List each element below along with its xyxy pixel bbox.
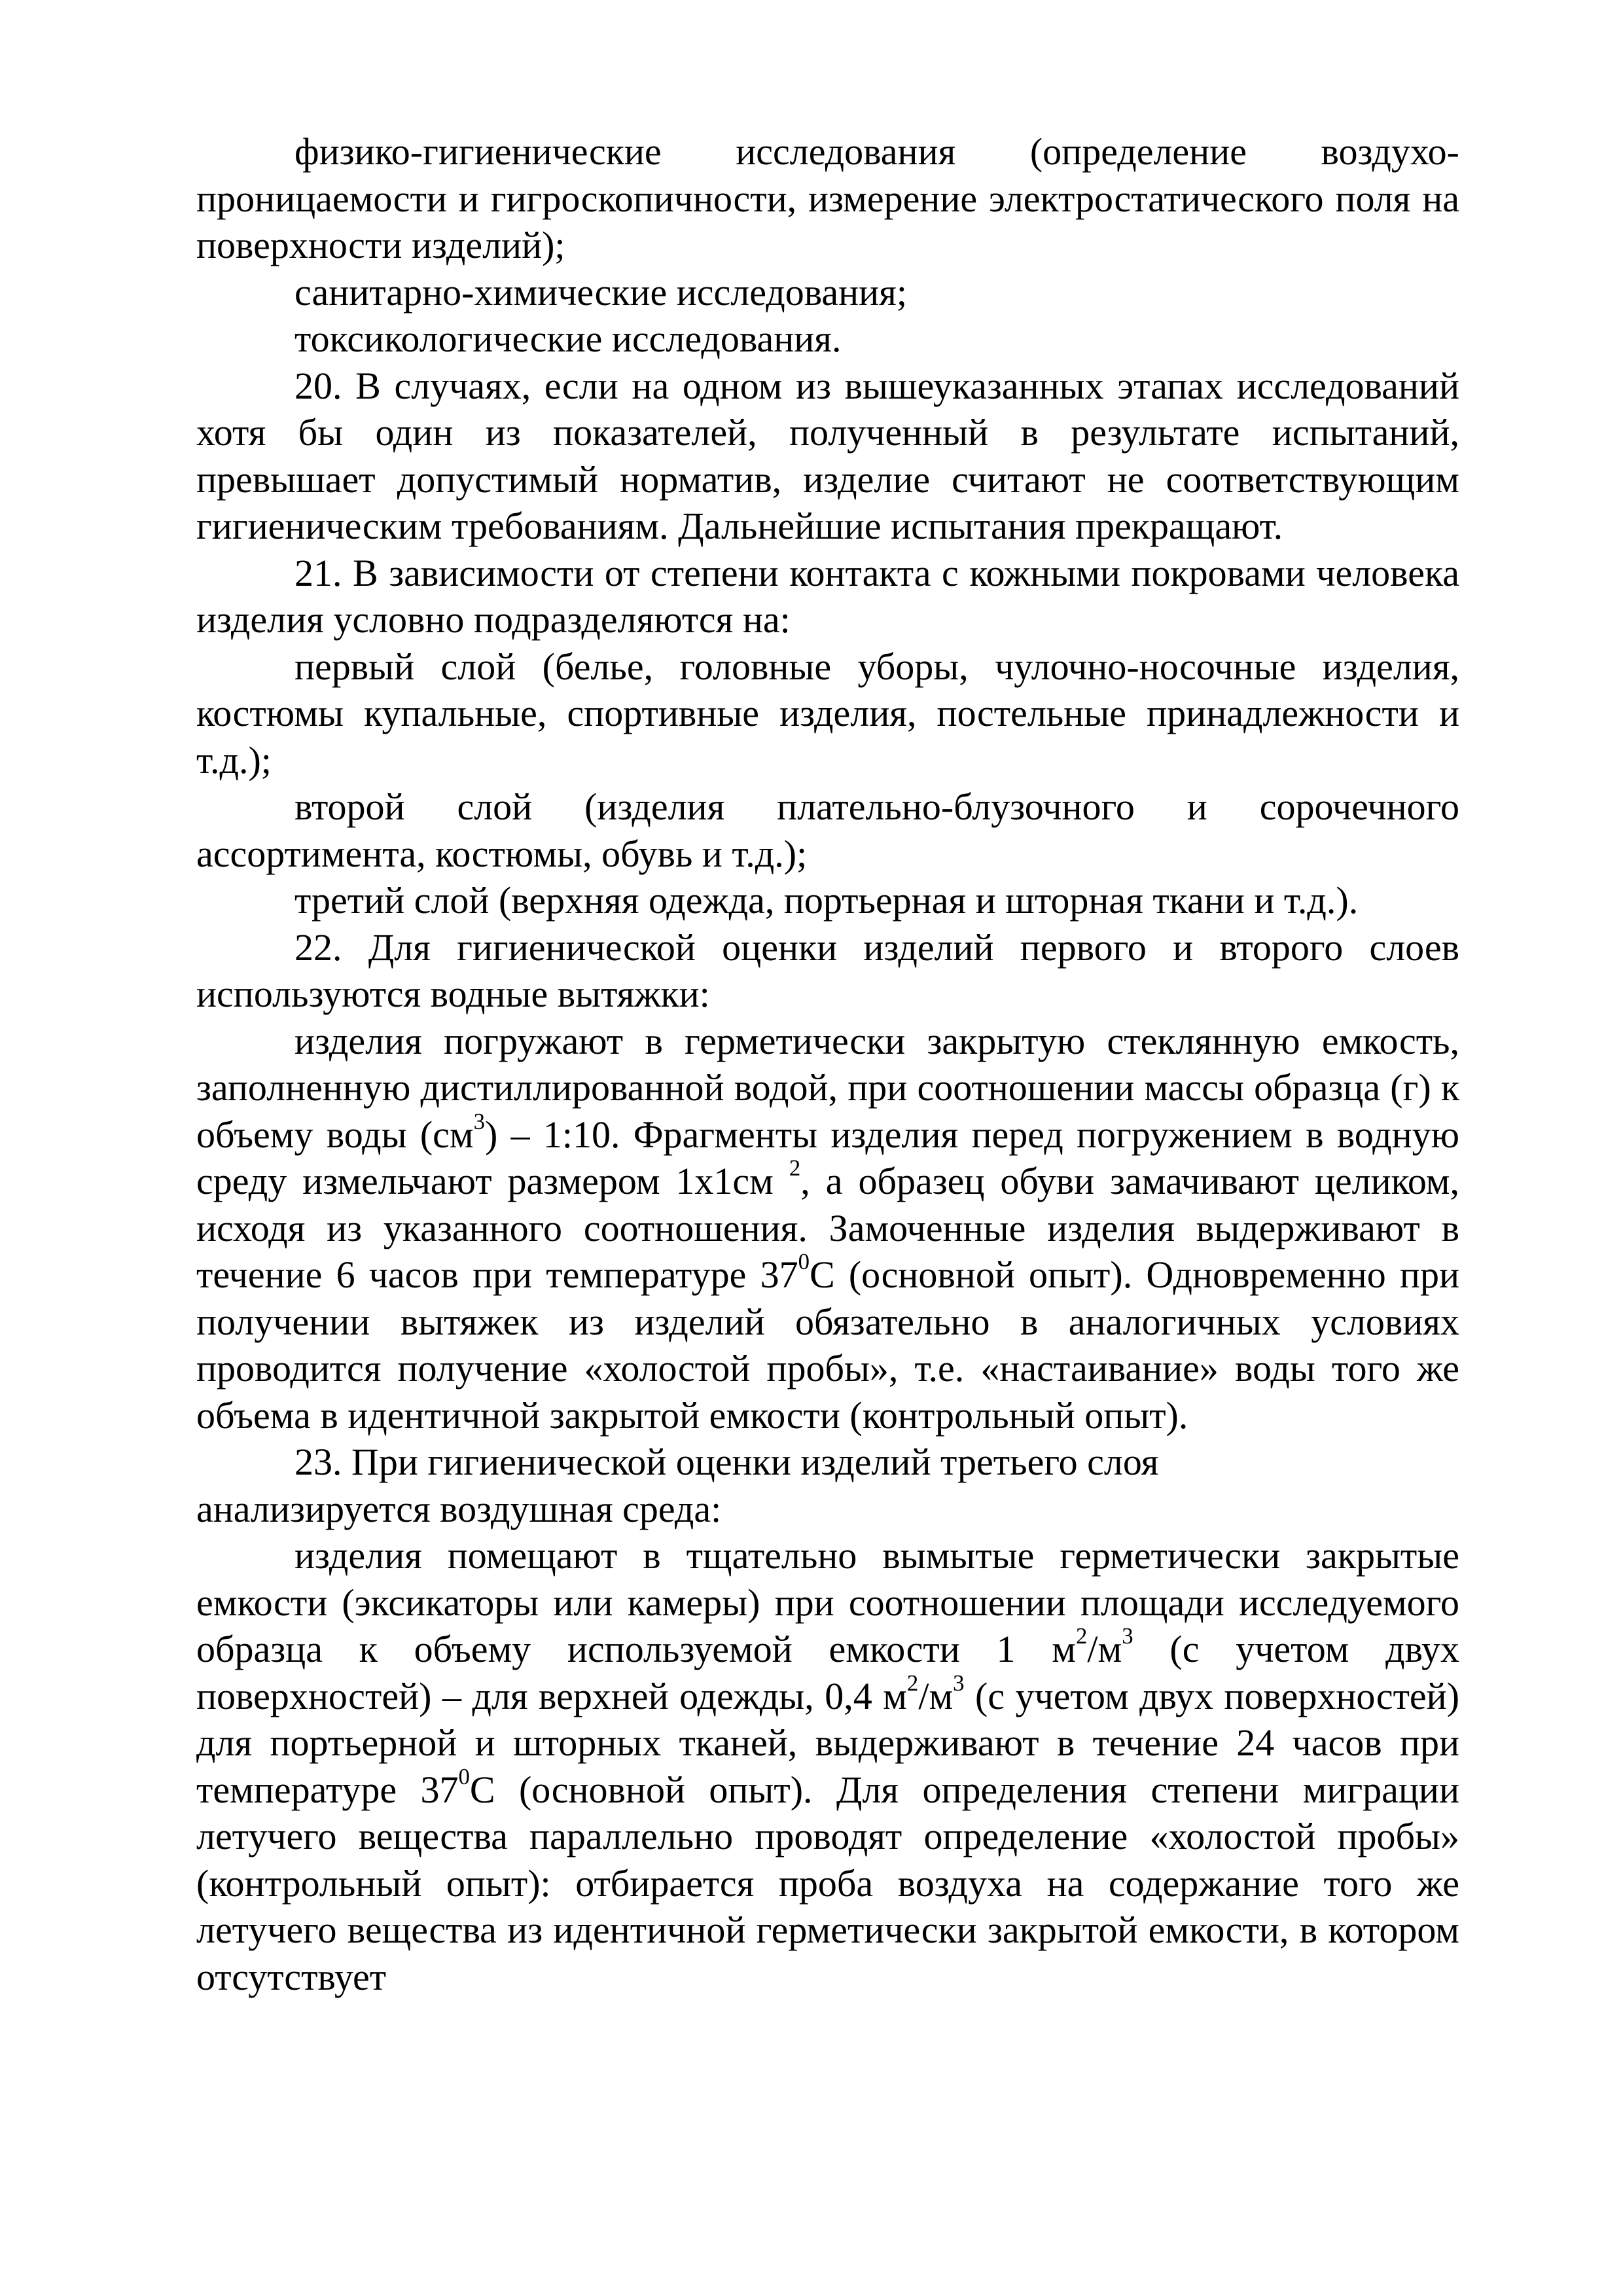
paragraph-23: 23. При гигиенической оценки изделий третьего слоя — [294, 1441, 1159, 1483]
superscript: 3 — [1122, 1623, 1133, 1649]
superscript: 3 — [473, 1108, 485, 1134]
paragraph-21: 21. В зависимости от степени контакта с кожными покровами человека изделия условно подразделяются на: — [196, 551, 1459, 641]
paragraph-23-air-environment — [196, 1532, 1459, 2000]
paragraph-sanitary-chemical: санитарно-химические исследования; — [294, 270, 907, 314]
superscript: 2 — [906, 1670, 919, 1696]
text-segment: изделия погружают в герметически закрытую стеклянную емкость, заполненную дистиллированной водой, при соотношении массы образца (г) к объему воды (см — [196, 1019, 1459, 1156]
superscript: 0 — [798, 1249, 810, 1275]
superscript: 2 — [789, 1155, 801, 1181]
text-segment: С (основной опыт). Одновременно при получении вытяжек из изделий обязательно в аналогичных условиях проводится получение «холостой пробы», т.е. «настаивание» воды того же объема в идентичной закрытой емкости (контрольный опыт). — [196, 1253, 1459, 1437]
text-segment: /м — [1087, 1628, 1122, 1670]
text-segment: (с учетом двух поверхностей) для портьерной и шторных тканей, выдерживают в течение 24 часов при температуре 37 — [196, 1674, 1460, 1811]
paragraph-22-water-extracts — [196, 1018, 1459, 1439]
paragraph-physico-hygienic: физико-гигиенические исследования (определение воздухо-проницаемости и гигроскопичности, измерение электростатического поля на поверхности изделий); — [196, 130, 1459, 266]
text-segment: /м — [918, 1674, 954, 1717]
superscript: 2 — [1076, 1623, 1088, 1649]
paragraph-layer-three: третий слой (верхняя одежда, портьерная и шторная ткани и т.д.). — [294, 879, 1359, 922]
paragraph-23-continuation: анализируется воздушная среда: — [196, 1487, 722, 1530]
paragraph-layer-one: первый слой (белье, головные уборы, чулочно-носочные изделия, костюмы купальные, спортивные изделия, постельные принадлежности и т.д.); — [196, 645, 1459, 781]
paragraph-toxicological: токсикологические исследования. — [294, 317, 842, 360]
text-segment: С (основной опыт). Для определения степени миграции летучего вещества параллельно проводят определение «холостой пробы» (контрольный опыт): отбирается проба воздуха на содержание того же летучего вещества из идентичной герметически закрытой емкости, в котором отсутствует — [196, 1768, 1459, 1998]
paragraph-layer-two: второй слой (изделия плательно-блузочного и сорочечного ассортимента, костюмы, обувь и т.д.); — [196, 785, 1459, 875]
superscript: 3 — [953, 1670, 965, 1696]
superscript: 0 — [458, 1763, 470, 1789]
text-segment: (с учетом двух поверхностей) – для верхней одежды, 0,4 м — [196, 1628, 1459, 1717]
paragraph-20: 20. В случаях, если на одном из вышеуказанных этапах исследований хотя бы один из показателей, полученный в результате испытаний, превышает допустимый норматив, изделие считают не соответствующим гигиеническим требованиям. Дальнейшие испытания прекращают. — [196, 364, 1459, 547]
text-segment: ) – 1:10. Фрагменты изделия перед погружением в водную среду измельчают размером 1х1см — [196, 1113, 1459, 1202]
document-page — [196, 128, 1459, 2000]
text-segment: , а образец обуви замачивают целиком, исходя из указанного соотношения. Замоченные изделия выдерживают в течение 6 часов при температуре 37 — [196, 1160, 1459, 1296]
text-segment: изделия помещают в тщательно вымытые герметически закрытые емкости (эксикаторы или камеры) при соотношении площади исследуемого образца к объему используемой емкости 1 м — [196, 1534, 1459, 1670]
paragraph-22: 22. Для гигиенической оценки изделий первого и второго слоев используются водные вытяжки: — [196, 925, 1459, 1015]
